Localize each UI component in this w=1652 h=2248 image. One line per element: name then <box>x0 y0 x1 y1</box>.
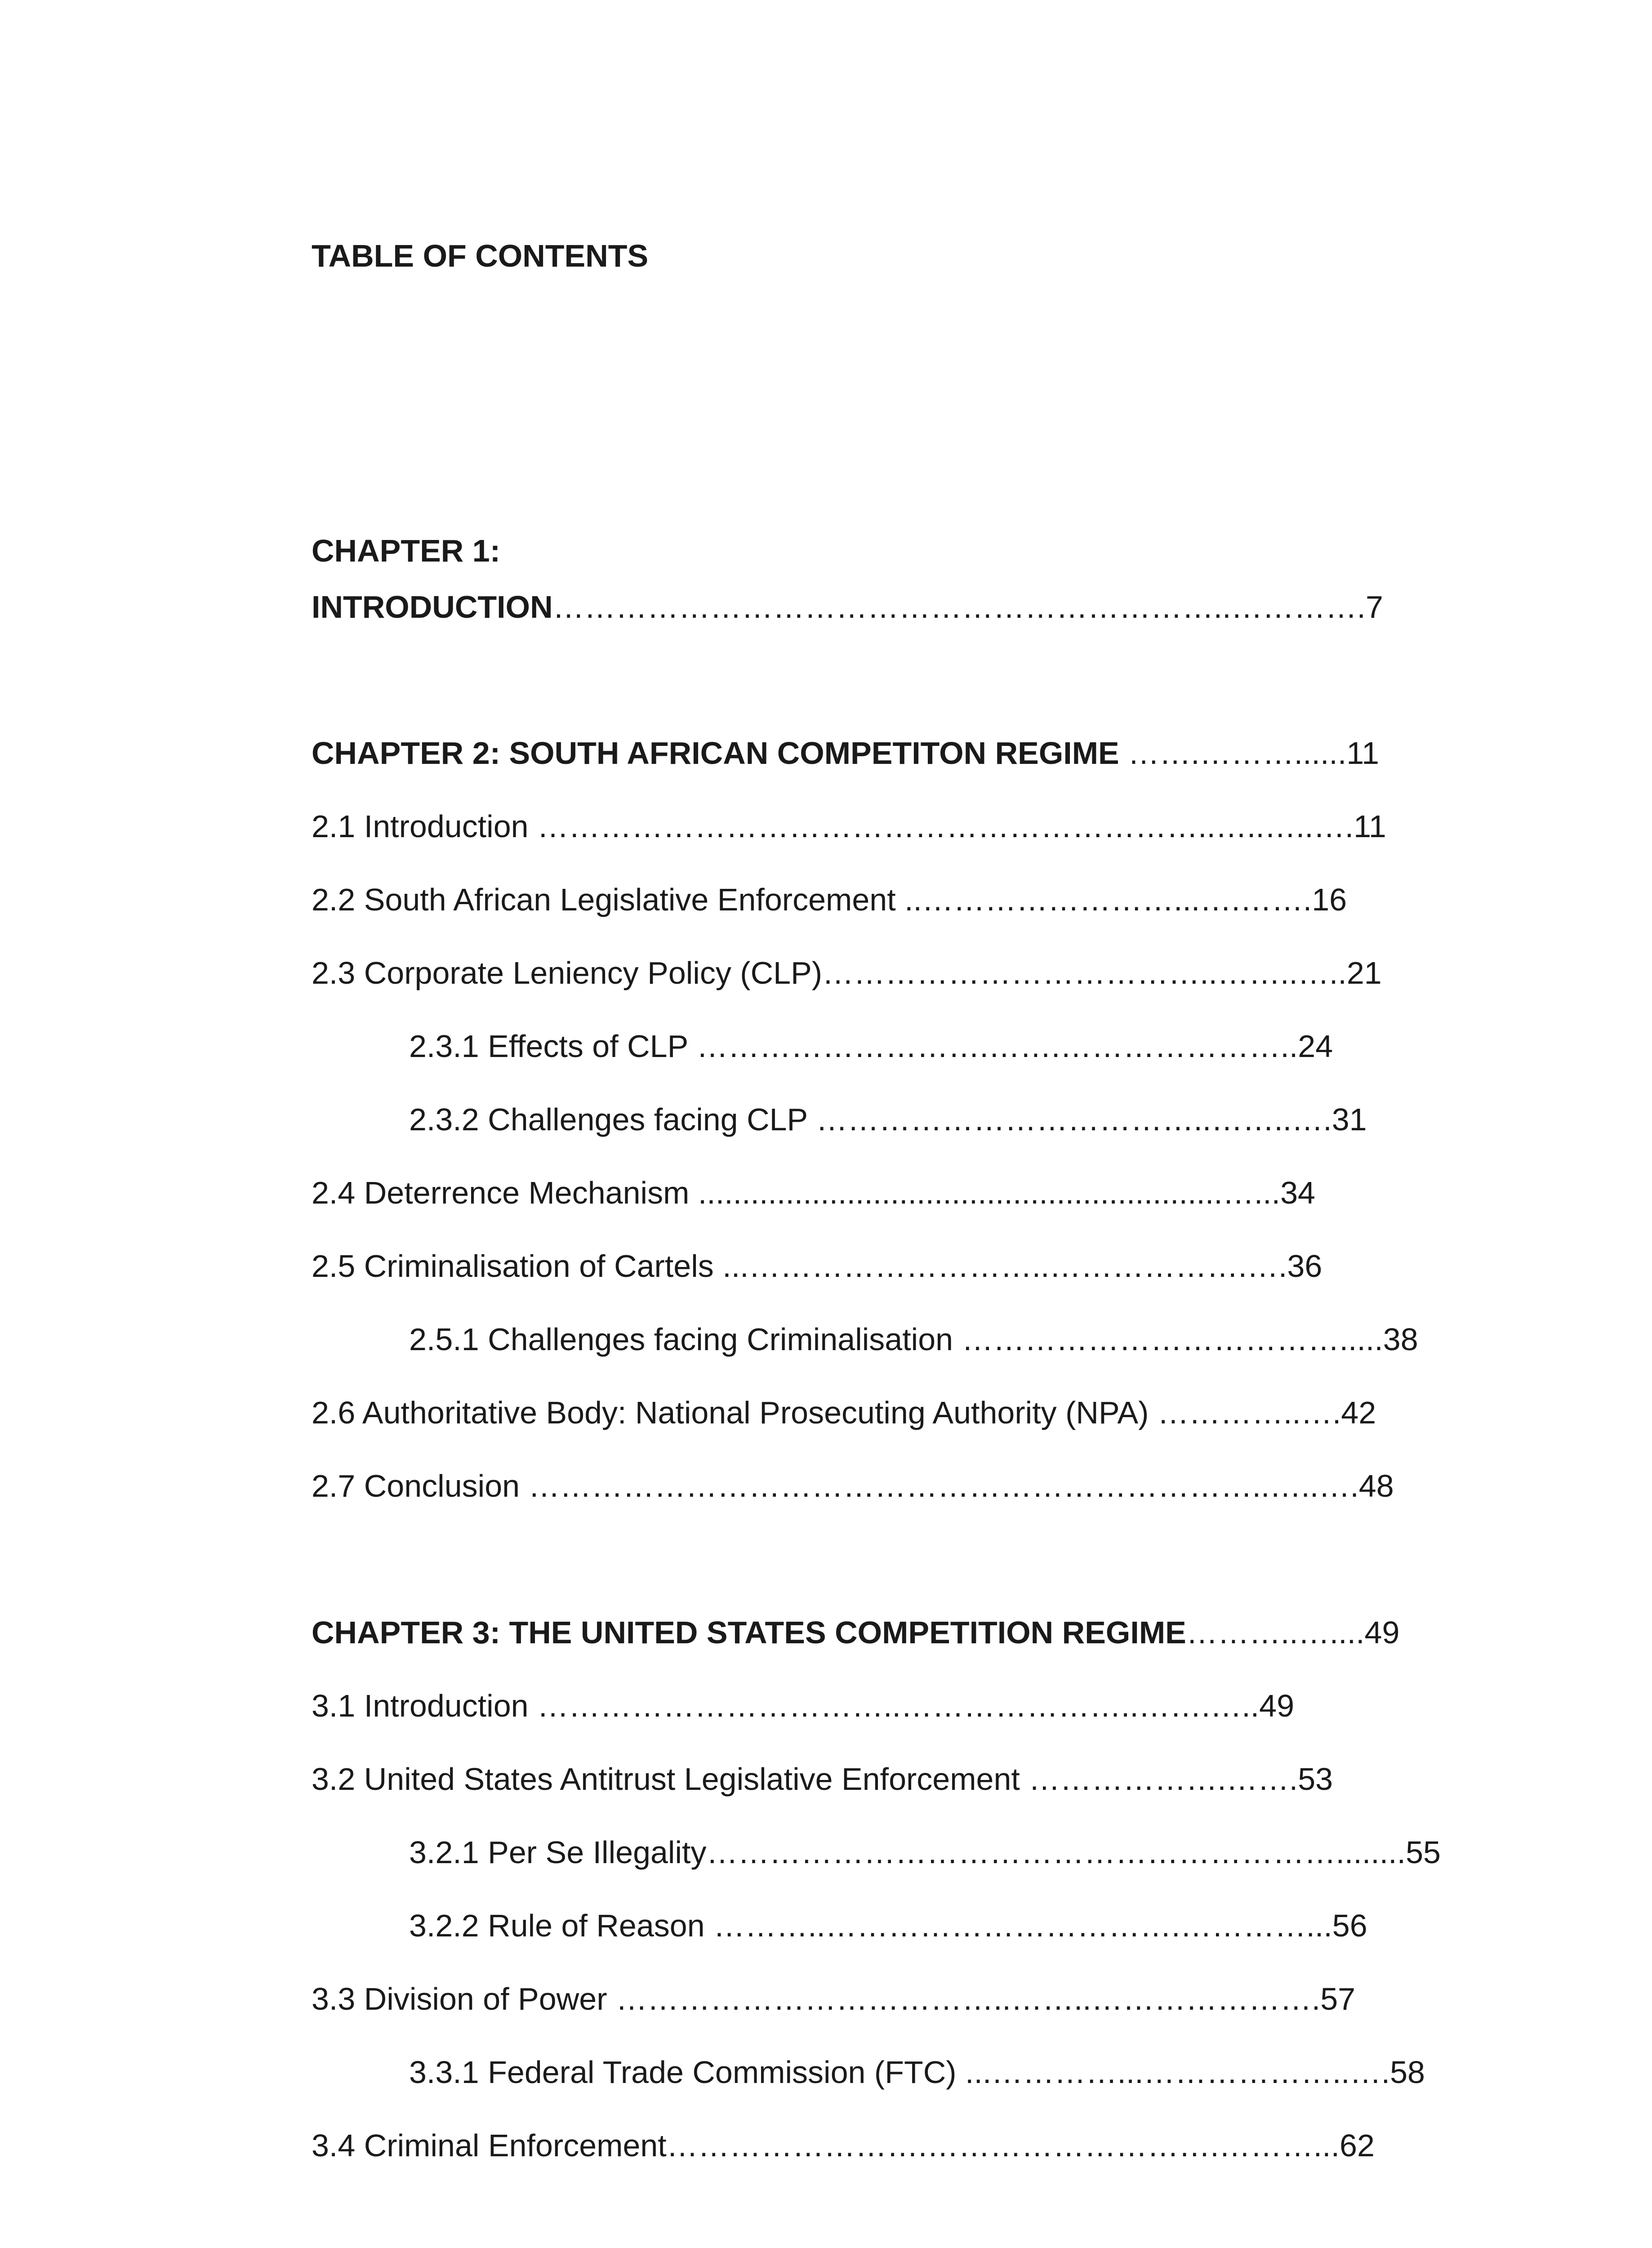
entry-text: 2.5.1 Challenges facing Criminalisation <box>409 1322 953 1357</box>
entry-text: 3.4 Criminal Enforcement <box>312 2128 667 2163</box>
entry-text: 3.1 Introduction <box>312 1688 529 1723</box>
page-number: .58 <box>1381 2055 1425 2090</box>
toc-entry-2-7 <box>312 1470 1394 1502</box>
toc-entry-3-2-1 <box>409 1837 1441 1868</box>
page-number: 21 <box>1346 955 1382 990</box>
toc-entry-2-5 <box>312 1250 1322 1282</box>
chapter-2-title: CHAPTER 2: SOUTH AFRICAN COMPETITON REGIME <box>312 736 1119 771</box>
entry-text: 3.2.1 Per Se Illegality <box>409 1835 707 1870</box>
toc-entry-chapter-3 <box>312 1617 1399 1648</box>
toc-entry-2-5-1 <box>409 1324 1418 1355</box>
dot-leader: ………………………………..……..….. <box>822 955 1347 990</box>
dot-leader: ……………………….…….…………………. <box>688 1029 1289 1064</box>
dot-leader: ............................................................…... <box>689 1175 1281 1210</box>
page-number: .16 <box>1303 882 1347 917</box>
entry-text: 2.4 Deterrence Mechanism <box>312 1175 690 1210</box>
entry-text: 2.5 Criminalisation of Cartels <box>312 1249 714 1284</box>
toc-entry-3-4 <box>312 2130 1375 2161</box>
entry-text: 2.7 Conclusion <box>312 1468 520 1503</box>
toc-entry-2-3-2 <box>409 1104 1367 1135</box>
page-number: 36 <box>1287 1249 1322 1284</box>
toc-entry-3-2 <box>312 1763 1333 1795</box>
dot-leader: ...…………...………………..… <box>956 2055 1381 2090</box>
toc-entry-3-3 <box>312 1983 1355 2015</box>
dot-leader: ………..…………………………….………… <box>704 1908 1306 1943</box>
toc-entry-2-4 <box>312 1177 1315 1209</box>
dot-leader: ………..… <box>1186 1615 1330 1650</box>
toc-entry-2-1 <box>312 811 1386 842</box>
dot-leader: …………..… <box>1149 1395 1332 1430</box>
entry-text: 2.1 Introduction <box>312 809 529 844</box>
dot-leader: …………………………………………………… <box>706 1835 1336 1870</box>
entry-text: 3.2.2 Rule of Reason <box>409 1908 705 1943</box>
page-number: 31 <box>1331 1102 1367 1137</box>
page-number: .....38 <box>1339 1322 1418 1357</box>
page-number: ...62 <box>1313 2128 1375 2163</box>
toc-heading: TABLE OF CONTENTS <box>312 238 649 273</box>
entry-text: 3.3.1 Federal Trade Commission (FTC) <box>409 2055 957 2090</box>
page-number: ......11 <box>1294 736 1379 771</box>
page-number: 11 <box>1354 809 1386 844</box>
dot-leader: ………………………………………………………..………… <box>552 589 1357 624</box>
toc-entry-3-1 <box>312 1690 1294 1722</box>
dot-leader: …………………….……………………….……… <box>666 2128 1314 2163</box>
entry-text: 2.3.1 Effects of CLP <box>409 1029 688 1064</box>
toc-entry-3-2-2 <box>409 1910 1367 1941</box>
chapter-1-label-text: CHAPTER 1: <box>312 533 501 568</box>
entry-text: 2.3.2 Challenges facing CLP <box>409 1102 807 1137</box>
page-number: .7 <box>1357 589 1383 624</box>
dot-leader: ………………………………..……..…. <box>807 1102 1332 1137</box>
dot-leader: ……………………………..…………………..…….… <box>528 1688 1242 1723</box>
chapter-1-label <box>312 535 500 566</box>
toc-entry-3-3-1 <box>409 2056 1425 2088</box>
toc-entry-2-3-1 <box>409 1030 1333 1062</box>
page-number: .53 <box>1289 1762 1333 1797</box>
dot-leader: ……………………………………………………………..…..… <box>520 1468 1350 1503</box>
page-number: .57 <box>1311 1981 1356 2016</box>
entry-text: 2.2 South African Legislative Enforcement <box>312 882 896 917</box>
toc-entry-2-6 <box>312 1397 1376 1428</box>
entry-text: 2.6 Authoritative Body: National Prosecuting Authority (NPA) <box>312 1395 1149 1430</box>
page-number: 34 <box>1280 1175 1315 1210</box>
toc-entry-2-3 <box>312 957 1382 989</box>
toc-entry-chapter-2 <box>312 737 1379 769</box>
toc-entry-2-2 <box>312 884 1347 915</box>
page-number: ........55 <box>1336 1835 1441 1870</box>
entry-text: 3.2 United States Antitrust Legislative Enforcement <box>312 1762 1020 1797</box>
chapter-3-title: CHAPTER 3: THE UNITED STATES COMPETITION REGIME <box>312 1615 1186 1650</box>
page-number: ...56 <box>1306 1908 1367 1943</box>
dot-leader: ………………………………..……..………………… <box>607 1981 1312 2016</box>
page-number: .24 <box>1289 1029 1333 1064</box>
dot-leader: ……………….…… <box>1020 1762 1289 1797</box>
toc-entry-chapter-1 <box>312 591 1383 623</box>
entry-text: 3.3 Division of Power <box>312 1981 607 2016</box>
dot-leader: …….……… <box>1119 736 1294 771</box>
page-number: .48 <box>1350 1468 1394 1503</box>
entry-text: 2.3 Corporate Leniency Policy (CLP) <box>312 955 823 990</box>
page-number: ....49 <box>1329 1615 1400 1650</box>
chapter-1-title: INTRODUCTION <box>312 589 553 624</box>
dot-leader: ……………………………… <box>953 1322 1340 1357</box>
dot-leader: ..……………………...….…… <box>895 882 1303 917</box>
page-number: ..49 <box>1242 1688 1295 1723</box>
dot-leader: ………………………………………………………..…..…..…. <box>528 809 1354 844</box>
page-number: .42 <box>1332 1395 1376 1430</box>
dot-leader: ...………………………..……………….…. <box>713 1249 1287 1284</box>
